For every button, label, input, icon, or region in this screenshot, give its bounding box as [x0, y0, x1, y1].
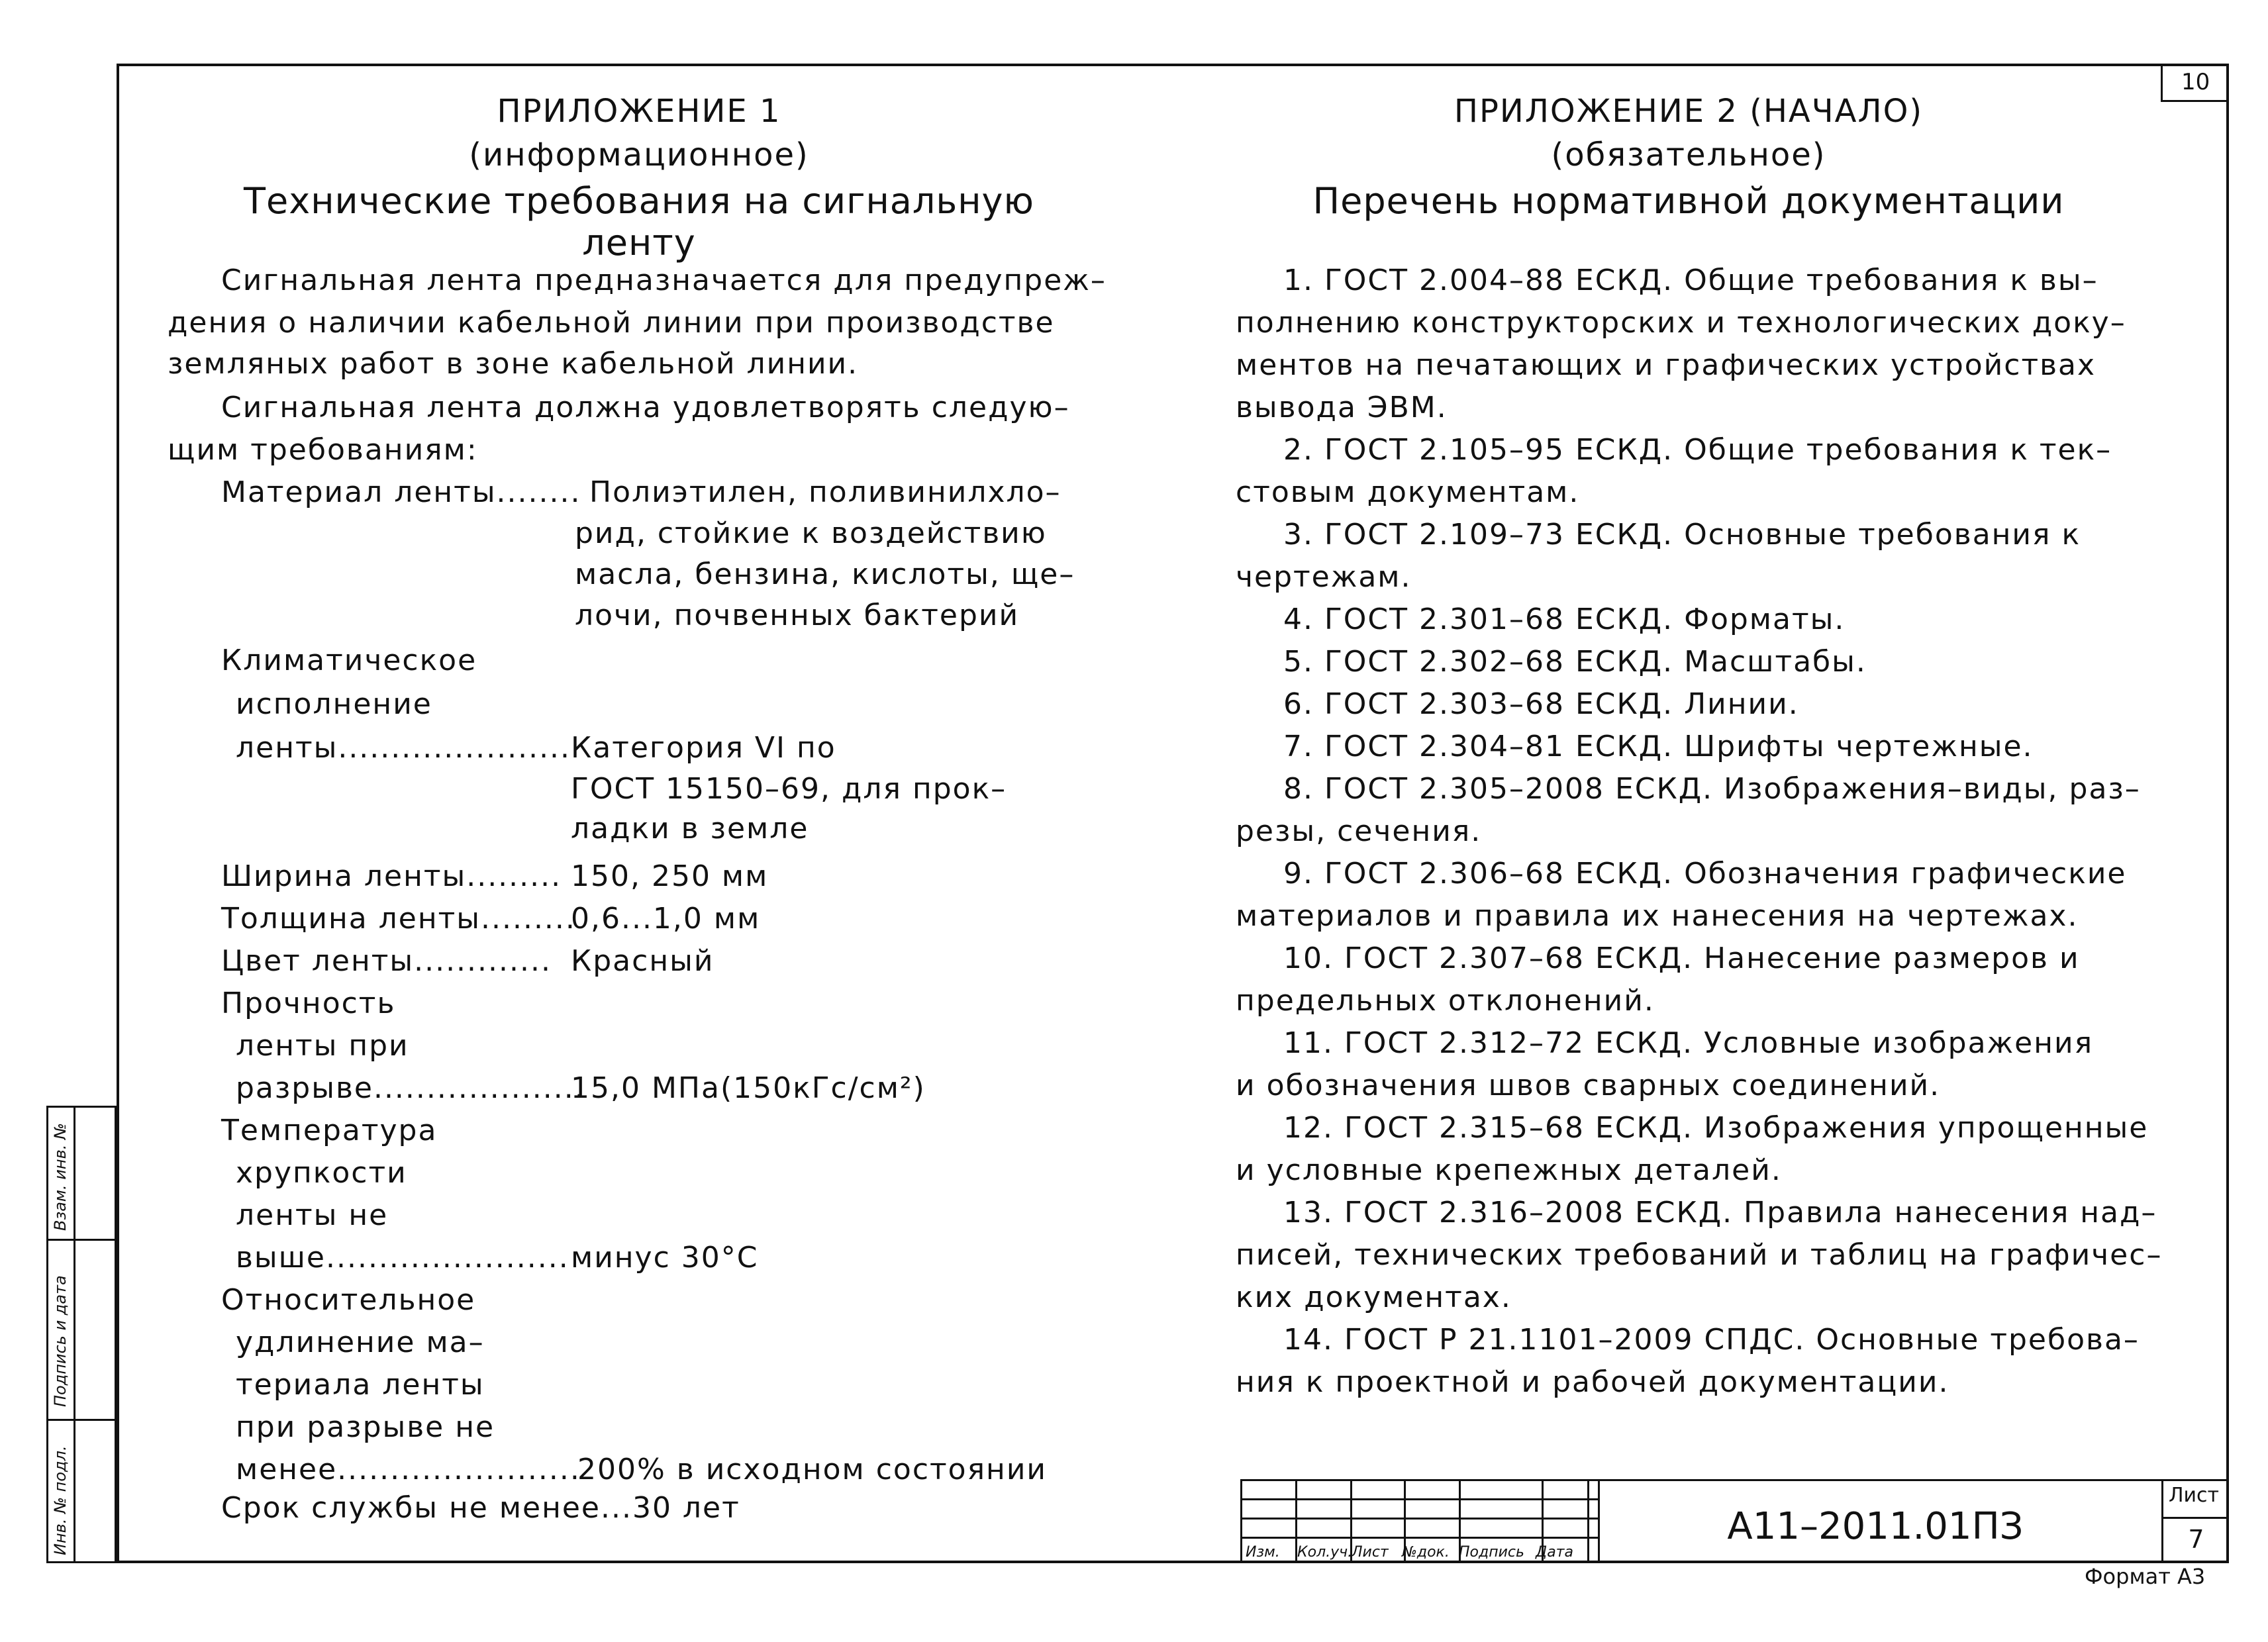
- climate-label: Климатическое: [221, 644, 477, 677]
- col-koluch: Кол.уч.: [1297, 1544, 1353, 1561]
- doc-list-line: резы, сечения.: [1236, 814, 1482, 848]
- sheet-number-box: [2161, 65, 2227, 102]
- doc-list-line: стовым документам.: [1236, 475, 1580, 509]
- strength-label: разрыве....................: [236, 1071, 585, 1105]
- strength-value: 15,0 МПа(150кГс/см²): [571, 1071, 926, 1105]
- doc-list-line: и условные крепежных деталей.: [1236, 1153, 1782, 1187]
- doc-list-line: 13. ГОСТ 2.316–2008 ЕСКД. Правила нанесения над–: [1283, 1196, 2157, 1230]
- temp-label: Температура: [221, 1114, 438, 1147]
- doc-list-line: предельных отклонений.: [1236, 984, 1655, 1018]
- doc-list-line: материалов и правила их нанесения на чертежах.: [1236, 899, 2079, 933]
- doc-list-line: 7. ГОСТ 2.304–81 ЕСКД. Шрифты чертежные.: [1283, 730, 2034, 763]
- doc-list-line: 10. ГОСТ 2.307–68 ЕСКД. Нанесение размеров и: [1283, 942, 2080, 975]
- sheet-value: 7: [2188, 1525, 2204, 1554]
- doc-list-line: 5. ГОСТ 2.302–68 ЕСКД. Масштабы.: [1283, 645, 1867, 679]
- sheet-label: Лист: [2169, 1484, 2220, 1507]
- temp-value: минус 30°С: [571, 1241, 759, 1275]
- doc-list-line: 8. ГОСТ 2.305–2008 ЕСКД. Изображения–виды, раз–: [1283, 772, 2141, 806]
- climate-label: ленты......................: [236, 731, 571, 765]
- doc-list-line: 4. ГОСТ 2.301–68 ЕСКД. Форматы.: [1283, 603, 1846, 636]
- color-label: Цвет ленты.............: [221, 944, 552, 978]
- elong-label: удлинение ма–: [236, 1326, 485, 1359]
- color-value: Красный: [571, 944, 715, 978]
- climate-label: исполнение: [236, 687, 432, 721]
- side-label-signature: Подпись и дата: [51, 1275, 70, 1407]
- left-p1-line: Сигнальная лента предназначается для предупреж–: [221, 264, 1107, 297]
- left-appendix-kind: (информационное): [469, 136, 809, 173]
- doc-list-line: 3. ГОСТ 2.109–73 ЕСКД. Основные требования к: [1283, 518, 2081, 552]
- document-code: А11–2011.01ПЗ: [1727, 1505, 2024, 1548]
- col-data: Дата: [1536, 1544, 1573, 1561]
- right-appendix-heading: ПРИЛОЖЕНИЕ 2 (НАЧАЛО): [1454, 93, 1924, 130]
- elong-value: 200% в исходном состоянии: [577, 1453, 1048, 1486]
- format-label: Формат А3: [2085, 1564, 2206, 1589]
- material-value: Полиэтилен, поливинилхло–: [589, 475, 1061, 509]
- elong-label: териала ленты: [236, 1368, 485, 1402]
- doc-list-line: 9. ГОСТ 2.306–68 ЕСКД. Обозначения графические: [1283, 857, 2127, 891]
- col-ndok: №док.: [1402, 1544, 1450, 1561]
- doc-list-line: чертежам.: [1236, 560, 1412, 594]
- side-label-inventory: Инв. № подл.: [51, 1445, 70, 1555]
- strength-label: ленты при: [236, 1029, 409, 1063]
- material-label: Материал ленты........: [221, 475, 581, 509]
- right-appendix-kind: (обязательное): [1551, 136, 1826, 173]
- temp-label: выше.......................: [236, 1241, 569, 1275]
- sheet-number: 10: [2181, 69, 2210, 95]
- doc-list-line: и обозначения швов сварных соединений.: [1236, 1069, 1941, 1102]
- elong-label: при разрыве не: [236, 1410, 495, 1444]
- material-value: рид, стойкие к воздействию: [575, 516, 1047, 550]
- left-p2-line: Сигнальная лента должна удовлетворять следую–: [221, 391, 1070, 424]
- climate-value: ГОСТ 15150–69, для прок–: [571, 772, 1007, 806]
- width-label: Ширина ленты.........: [221, 859, 562, 893]
- side-label-replace: Взам. инв. №: [51, 1123, 70, 1231]
- left-p1-line: дения о наличии кабельной линии при производстве: [168, 306, 1055, 340]
- material-value: лочи, почвенных бактерий: [575, 599, 1020, 632]
- col-izm: Изм.: [1246, 1544, 1280, 1561]
- width-value: 150, 250 мм: [571, 859, 769, 893]
- doc-list-line: 1. ГОСТ 2.004–88 ЕСКД. Общие требования к вы–: [1283, 264, 2098, 297]
- material-value: масла, бензина, кислоты, ще–: [575, 557, 1075, 591]
- doc-list-line: 14. ГОСТ Р 21.1101–2009 СПДС. Основные требова–: [1283, 1323, 2140, 1357]
- doc-list-line: ких документах.: [1236, 1280, 1512, 1314]
- doc-list-line: 11. ГОСТ 2.312–72 ЕСКД. Условные изображения: [1283, 1026, 2094, 1060]
- service-life: Срок службы не менее...30 лет: [221, 1491, 740, 1525]
- left-appendix-heading: ПРИЛОЖЕНИЕ 1: [497, 93, 781, 130]
- climate-value: ладки в земле: [571, 812, 809, 845]
- left-p1-line: земляных работ в зоне кабельной линии.: [168, 347, 859, 381]
- doc-list-line: писей, технических требований и таблиц на графичес–: [1236, 1238, 2163, 1272]
- thickness-label: Толщина ленты.........: [221, 902, 576, 936]
- temp-label: хрупкости: [236, 1156, 407, 1190]
- col-list: Лист: [1352, 1544, 1389, 1561]
- temp-label: ленты не: [236, 1198, 389, 1232]
- sheet-box: [2163, 1479, 2229, 1563]
- side-stamp: [46, 1106, 117, 1563]
- doc-list-line: 6. ГОСТ 2.303–68 ЕСКД. Линии.: [1283, 687, 1799, 721]
- col-podpis: Подпись: [1459, 1544, 1524, 1561]
- right-appendix-title: Перечень нормативной документации: [1312, 180, 2065, 222]
- elong-label: Относительное: [221, 1283, 476, 1317]
- doc-list-line: 2. ГОСТ 2.105–95 ЕСКД. Общие требования к тек–: [1283, 433, 2112, 467]
- title-block: [1240, 1479, 2229, 1563]
- climate-value: Категория VI по: [571, 731, 836, 765]
- doc-list-line: полнению конструкторских и технологических доку–: [1236, 306, 2126, 340]
- strength-label: Прочность: [221, 987, 396, 1020]
- doc-list-line: вывода ЭВМ.: [1236, 391, 1448, 424]
- thickness-value: 0,6...1,0 мм: [571, 902, 761, 936]
- doc-list-line: 12. ГОСТ 2.315–68 ЕСКД. Изображения упрощенные: [1283, 1111, 2149, 1145]
- elong-label: менее.......................: [236, 1453, 581, 1486]
- left-p2-line: щим требованиям:: [168, 433, 478, 467]
- left-appendix-title: Технические требования на сигнальную ленту: [244, 180, 1034, 264]
- document-code-box: [1587, 1479, 2163, 1563]
- doc-list-line: ментов на печатающих и графических устройствах: [1236, 348, 2096, 382]
- doc-list-line: ния к проектной и рабочей документации.: [1236, 1365, 1949, 1399]
